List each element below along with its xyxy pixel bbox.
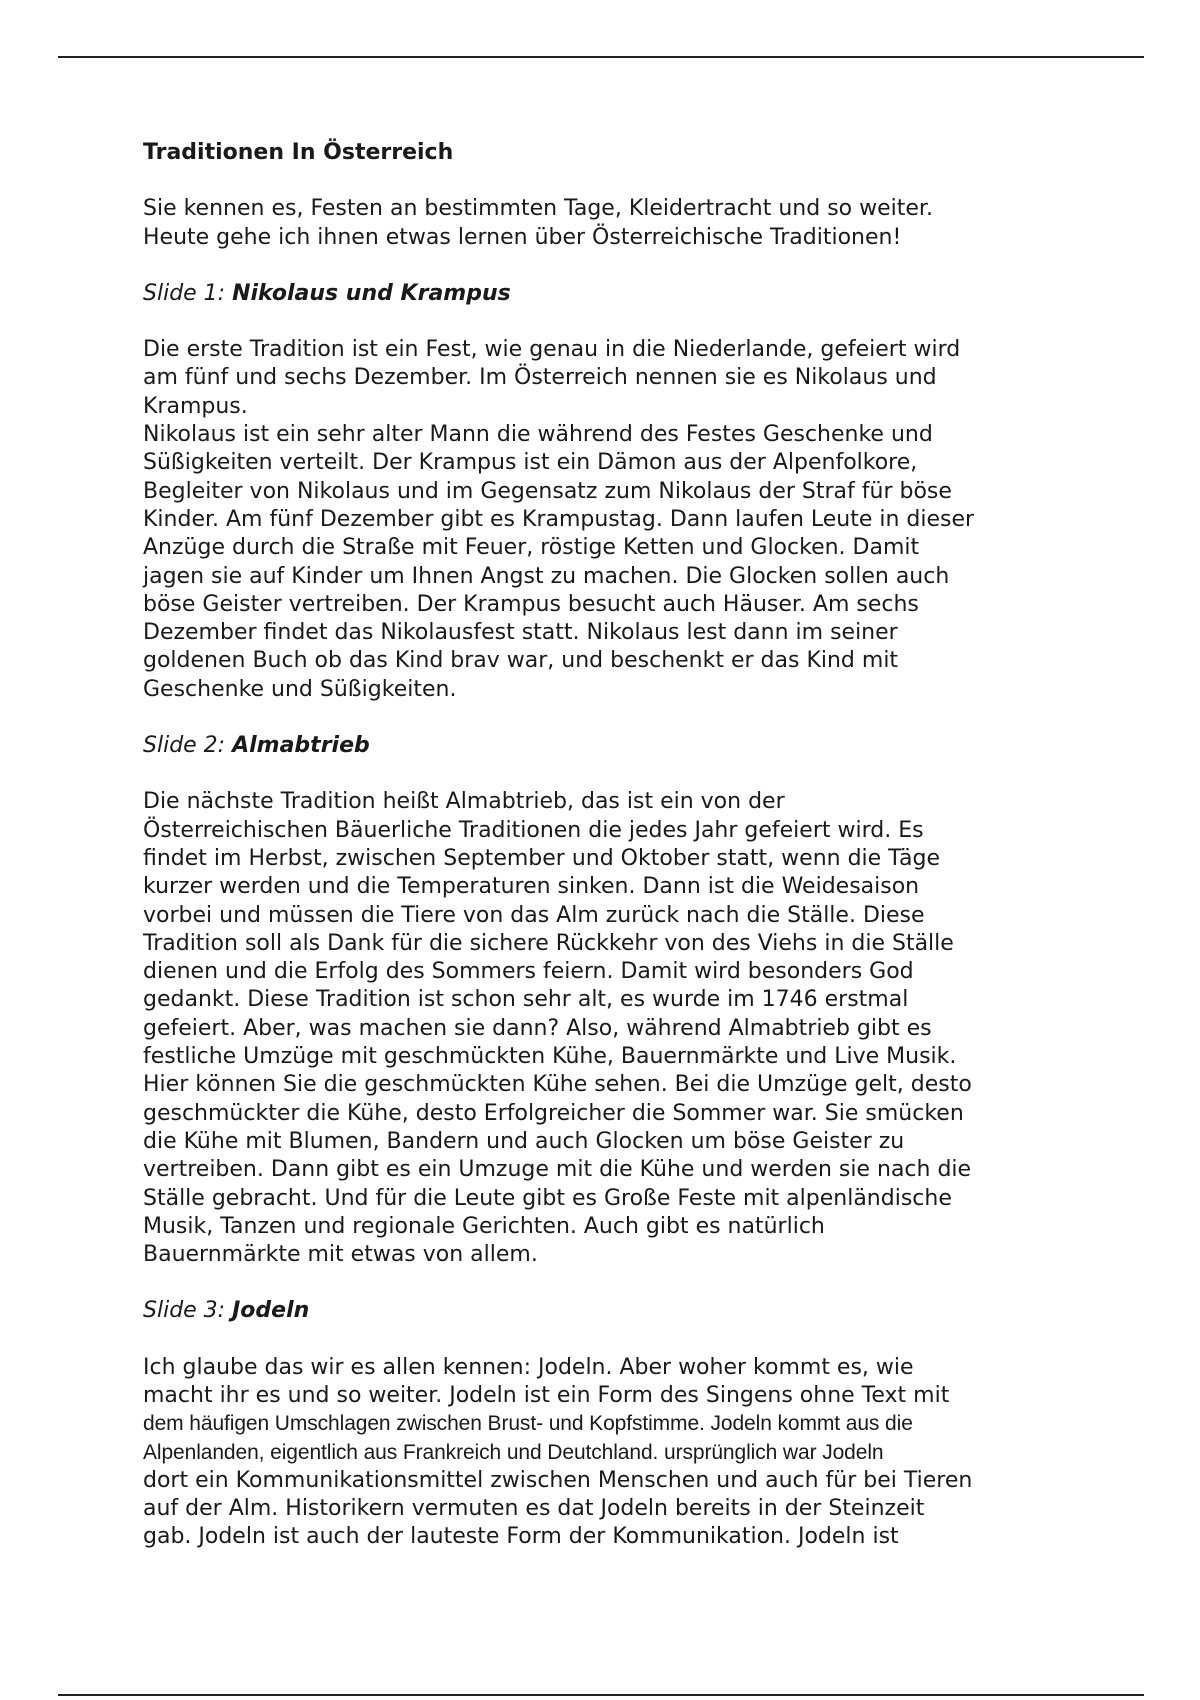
text-line: dienen und die Erfolg des Sommers feiern. Damit wird besonders God xyxy=(143,959,914,985)
top-rule xyxy=(58,56,1144,58)
text-line: Nikolaus ist ein sehr alter Mann die während des Festes Geschenke und xyxy=(143,422,933,448)
text-line: festliche Umzüge mit geschmückten Kühe, Bauernmärkte und Live Musik. xyxy=(143,1044,957,1070)
text-line: macht ihr es und so weiter. Jodeln ist ein Form des Singens ohne Text mit xyxy=(143,1382,950,1408)
text-line: dem häufigen Umschlagen zwischen Brust- und Kopfstimme. Jodeln kommt aus die xyxy=(143,1412,913,1436)
text-line: Die erste Tradition ist ein Fest, wie genau in die Niederlande, gefeiert wird xyxy=(143,337,961,363)
text-line: Krampus. xyxy=(143,393,248,419)
text-line: Anzüge durch die Straße mit Feuer, röstige Ketten und Glocken. Damit xyxy=(143,535,920,561)
text-line: Begleiter von Nikolaus und im Gegensatz zum Nikolaus der Straf für böse xyxy=(143,478,952,504)
text-line: findet im Herbst, zwischen September und Oktober statt, wenn die Täge xyxy=(143,845,941,871)
document-body xyxy=(143,139,1083,1580)
text-line: Musik, Tanzen und regionale Gerichten. Auch gibt es natürlich xyxy=(143,1213,825,1239)
text-line: vertreiben. Dann gibt es ein Umzuge mit die Kühe und werden sie nach die xyxy=(143,1157,972,1183)
text-line: am fünf und sechs Dezember. Im Österreich nennen sie es Nikolaus und xyxy=(143,365,937,391)
text-line: Süßigkeiten verteilt. Der Krampus ist ein Dämon aus der Alpenfolkore, xyxy=(143,450,918,476)
text-line: Kinder. Am fünf Dezember gibt es Krampustag. Dann laufen Leute in dieser xyxy=(143,506,975,532)
text-line: Geschenke und Süßigkeiten. xyxy=(143,676,457,702)
text-line: Dezember findet das Nikolausfest statt. Nikolaus lest dann im seiner xyxy=(143,620,898,646)
text-line: Alpenlanden, eigentlich aus Frankreich und Deutchland. ursprünglich war Jodeln xyxy=(143,1440,884,1464)
text-line: vorbei und müssen die Tiere von das Alm zurück nach die Ställe. Diese xyxy=(143,902,925,928)
text-line: Ställe gebracht. Und für die Leute gibt es Große Feste mit alpenländische xyxy=(143,1185,952,1211)
slide-heading xyxy=(143,1297,1083,1325)
text-line: goldenen Buch ob das Kind brav war, und beschenkt er das Kind mit xyxy=(143,648,899,674)
text-line: Bauernmärkte mit etwas von allem. xyxy=(143,1242,538,1268)
text-line: gedankt. Diese Tradition ist schon sehr alt, es wurde im 1746 erstmal xyxy=(143,987,909,1013)
text-line: gab. Jodeln ist auch der lauteste Form der Kommunikation. Jodeln ist xyxy=(143,1524,899,1550)
slide-prefix: Slide 2: xyxy=(143,733,233,759)
text-line: dort ein Kommunikationsmittel zwischen Menschen und auch für bei Tieren xyxy=(143,1467,973,1493)
text-line: böse Geister vertreiben. Der Krampus besucht auch Häuser. Am sechs xyxy=(143,591,919,617)
text-line: Sie kennen es, Festen an bestimmten Tage, Kleidertracht und so weiter. xyxy=(143,196,933,222)
slide-heading xyxy=(143,732,1083,760)
text-line: kurzer werden und die Temperaturen sinken. Dann ist die Weidesaison xyxy=(143,874,920,900)
text-line: Heute gehe ich ihnen etwas lernen über Österreichische Traditionen! xyxy=(143,224,902,250)
text-line: Die nächste Tradition heißt Almabtrieb, das ist ein von der xyxy=(143,789,785,815)
text-line: gefeiert. Aber, was machen sie dann? Also, während Almabtrieb gibt es xyxy=(143,1015,932,1041)
slide-prefix: Slide 3: xyxy=(143,1298,233,1324)
text-line: Hier können Sie die geschmückten Kühe sehen. Bei die Umzüge gelt, desto xyxy=(143,1072,972,1098)
section-paragraphs xyxy=(143,336,1083,704)
text-line: Tradition soll als Dank für die sichere Rückkehr von des Viehs in die Ställe xyxy=(143,930,954,956)
slide-heading xyxy=(143,280,1083,308)
text-line: geschmückter die Kühe, desto Erfolgreicher die Sommer war. Sie smücken xyxy=(143,1100,964,1126)
slide-name: Nikolaus und Krampus xyxy=(232,280,511,306)
slide-name: Almabtrieb xyxy=(232,733,370,759)
slide-prefix: Slide 1: xyxy=(143,280,233,306)
text-line: Österreichischen Bäuerliche Traditionen die jedes Jahr gefeiert wird. Es xyxy=(143,817,924,843)
text-line: jagen sie auf Kinder um Ihnen Angst zu machen. Die Glocken sollen auch xyxy=(143,563,950,589)
section-paragraphs xyxy=(143,1354,1083,1552)
text-line: Ich glaube das wir es allen kennen: Jodeln. Aber woher kommt es, wie xyxy=(143,1354,914,1380)
document-title: Traditionen In Österreich xyxy=(143,140,454,165)
text-line: auf der Alm. Historikern vermuten es dat Jodeln bereits in der Steinzeit xyxy=(143,1496,925,1522)
section-paragraphs xyxy=(143,788,1083,1269)
text-line: die Kühe mit Blumen, Bandern und auch Glocken um böse Geister zu xyxy=(143,1128,905,1154)
slide-name: Jodeln xyxy=(232,1298,310,1324)
intro-paragraph xyxy=(143,195,1083,252)
bottom-rule xyxy=(58,1694,1144,1696)
